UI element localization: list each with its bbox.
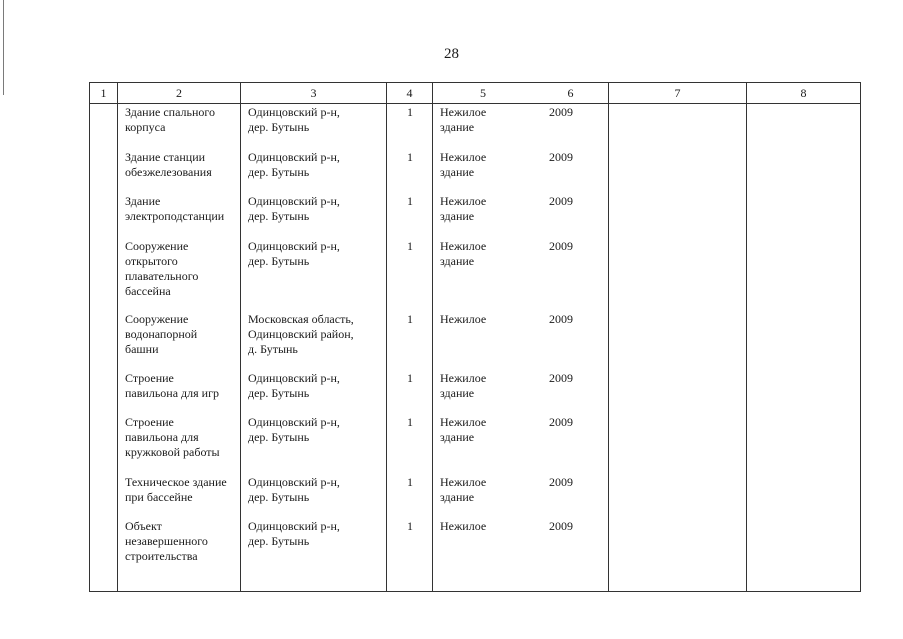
object-name-cell-line: Сооружение (125, 312, 189, 326)
header-cell-3: 3 (310, 86, 317, 100)
location-cell-line: Одинцовский р-н, (248, 239, 340, 253)
year-cell (549, 150, 573, 165)
location-cell-line: дер. Бутынь (248, 254, 310, 268)
year-cell (549, 239, 573, 254)
building-type-cell (440, 519, 486, 534)
location-cell-line: Одинцовский р-н, (248, 105, 340, 119)
count-cell-line: 1 (407, 415, 413, 429)
location-cell-line: Одинцовский район, (248, 327, 354, 341)
location-cell (248, 239, 340, 269)
location-cell-line: дер. Бутынь (248, 534, 310, 548)
count-cell (405, 475, 415, 490)
count-cell (405, 371, 415, 386)
header-cell-7: 7 (674, 86, 681, 100)
object-name-cell-line: Строение (125, 415, 174, 429)
object-name-cell (125, 475, 227, 505)
column-divider (432, 83, 433, 591)
object-name-cell-line: электроподстанции (125, 209, 225, 223)
object-name-cell (125, 150, 212, 180)
building-type-cell (440, 239, 486, 269)
location-cell-line: Одинцовский р-н, (248, 415, 340, 429)
building-type-cell (440, 150, 486, 180)
location-cell-line: дер. Бутынь (248, 209, 310, 223)
building-type-cell-line: Нежилое (440, 239, 487, 253)
location-cell (248, 312, 354, 357)
location-cell-line: Одинцовский р-н, (248, 194, 340, 208)
object-name-cell-line: бассейна (125, 284, 171, 298)
location-cell (248, 194, 340, 224)
year-cell-line: 2009 (549, 150, 573, 164)
year-cell-line: 2009 (549, 371, 573, 385)
building-type-cell-line: Нежилое (440, 105, 487, 119)
location-cell-line: Одинцовский р-н, (248, 519, 340, 533)
location-cell-line: Одинцовский р-н, (248, 371, 340, 385)
location-cell-line: Одинцовский р-н, (248, 475, 340, 489)
location-cell-line: Московская область, (248, 312, 354, 326)
count-cell-line: 1 (407, 239, 413, 253)
object-name-cell-line: Здание (125, 194, 161, 208)
location-cell-line: дер. Бутынь (248, 120, 310, 134)
object-name-cell-line: павильона для (125, 430, 199, 444)
object-name-cell-line: Сооружение (125, 239, 189, 253)
building-type-cell-line: Нежилое (440, 519, 487, 533)
header-divider (90, 103, 860, 104)
object-name-cell-line: Техническое здание (125, 475, 227, 489)
count-cell-line: 1 (407, 194, 413, 208)
year-cell (549, 415, 573, 430)
location-cell (248, 475, 340, 505)
building-type-cell-line: Нежилое (440, 415, 487, 429)
object-name-cell-line: павильона для игр (125, 386, 220, 400)
building-type-cell-line: здание (440, 165, 475, 179)
object-name-cell-line: водонапорной (125, 327, 198, 341)
building-type-cell-line: здание (440, 254, 475, 268)
year-cell (549, 194, 573, 209)
location-cell-line: Одинцовский р-н, (248, 150, 340, 164)
object-name-cell-line: открытого (125, 254, 178, 268)
count-cell-line: 1 (407, 105, 413, 119)
count-cell-line: 1 (407, 475, 413, 489)
year-cell-line: 2009 (549, 415, 573, 429)
building-type-cell-line: Нежилое (440, 312, 487, 326)
location-cell-line: дер. Бутынь (248, 490, 310, 504)
count-cell-line: 1 (407, 312, 413, 326)
object-name-cell (125, 415, 220, 460)
count-cell (405, 415, 415, 430)
location-cell-line: дер. Бутынь (248, 165, 310, 179)
object-name-cell-line: плавательного (125, 269, 199, 283)
building-type-cell-line: здание (440, 386, 475, 400)
header-cell-2: 2 (176, 86, 182, 100)
building-type-cell (440, 105, 486, 135)
building-type-cell (440, 371, 486, 401)
building-type-cell-line: Нежилое (440, 150, 487, 164)
location-cell (248, 519, 340, 549)
object-name-cell-line: Объект (125, 519, 162, 533)
count-cell (405, 194, 415, 209)
year-cell (549, 475, 573, 490)
column-divider (746, 83, 747, 591)
year-cell (549, 519, 573, 534)
object-name-cell (125, 239, 198, 299)
count-cell (405, 312, 415, 327)
building-type-cell-line: Нежилое (440, 371, 487, 385)
year-cell-line: 2009 (549, 519, 573, 533)
column-divider (117, 83, 118, 591)
year-cell (549, 312, 573, 327)
building-type-cell (440, 312, 486, 327)
year-cell-line: 2009 (549, 312, 573, 326)
location-cell-line: д. Бутынь (248, 342, 298, 356)
count-cell (405, 239, 415, 254)
count-cell-line: 1 (407, 371, 413, 385)
building-type-cell-line: здание (440, 430, 475, 444)
object-name-cell-line: незавершенного (125, 534, 208, 548)
object-name-cell-line: корпуса (125, 120, 166, 134)
year-cell-line: 2009 (549, 194, 573, 208)
location-cell (248, 150, 340, 180)
property-table (89, 82, 861, 592)
count-cell-line: 1 (407, 519, 413, 533)
object-name-cell-line: обезжелезования (125, 165, 212, 179)
building-type-cell-line: здание (440, 120, 475, 134)
header-cell-4: 4 (406, 86, 413, 100)
count-cell (405, 519, 415, 534)
year-cell-line: 2009 (549, 239, 573, 253)
building-type-cell (440, 475, 486, 505)
object-name-cell (125, 519, 208, 564)
building-type-cell-line: здание (440, 490, 475, 504)
building-type-cell-line: здание (440, 209, 475, 223)
header-cell-5: 5 (480, 86, 486, 100)
object-name-cell-line: строительства (125, 549, 198, 563)
column-divider (608, 83, 609, 591)
count-cell (405, 150, 415, 165)
count-cell-line: 1 (407, 150, 413, 164)
object-name-cell-line: кружковой работы (125, 445, 220, 459)
object-name-cell (125, 105, 215, 135)
location-cell (248, 105, 340, 135)
header-cell-6: 6 (567, 86, 574, 100)
count-cell (405, 105, 415, 120)
page-number: 28 (444, 46, 459, 62)
object-name-cell (125, 371, 219, 401)
object-name-cell-line: при бассейне (125, 490, 193, 504)
location-cell (248, 371, 340, 401)
object-name-cell-line: Строение (125, 371, 174, 385)
year-cell-line: 2009 (549, 105, 573, 119)
location-cell-line: дер. Бутынь (248, 430, 310, 444)
building-type-cell-line: Нежилое (440, 194, 487, 208)
column-divider (386, 83, 387, 591)
object-name-cell (125, 312, 197, 357)
building-type-cell (440, 415, 486, 445)
header-cell-8: 8 (800, 86, 807, 100)
location-cell (248, 415, 340, 445)
object-name-cell-line: башни (125, 342, 159, 356)
year-cell (549, 371, 573, 386)
object-name-cell-line: Здание станции (125, 150, 206, 164)
location-cell-line: дер. Бутынь (248, 386, 310, 400)
year-cell (549, 105, 573, 120)
building-type-cell-line: Нежилое (440, 475, 487, 489)
object-name-cell-line: Здание спального (125, 105, 215, 119)
year-cell-line: 2009 (549, 475, 573, 489)
building-type-cell (440, 194, 486, 224)
column-divider (240, 83, 241, 591)
object-name-cell (125, 194, 224, 224)
header-cell-1: 1 (100, 86, 107, 100)
